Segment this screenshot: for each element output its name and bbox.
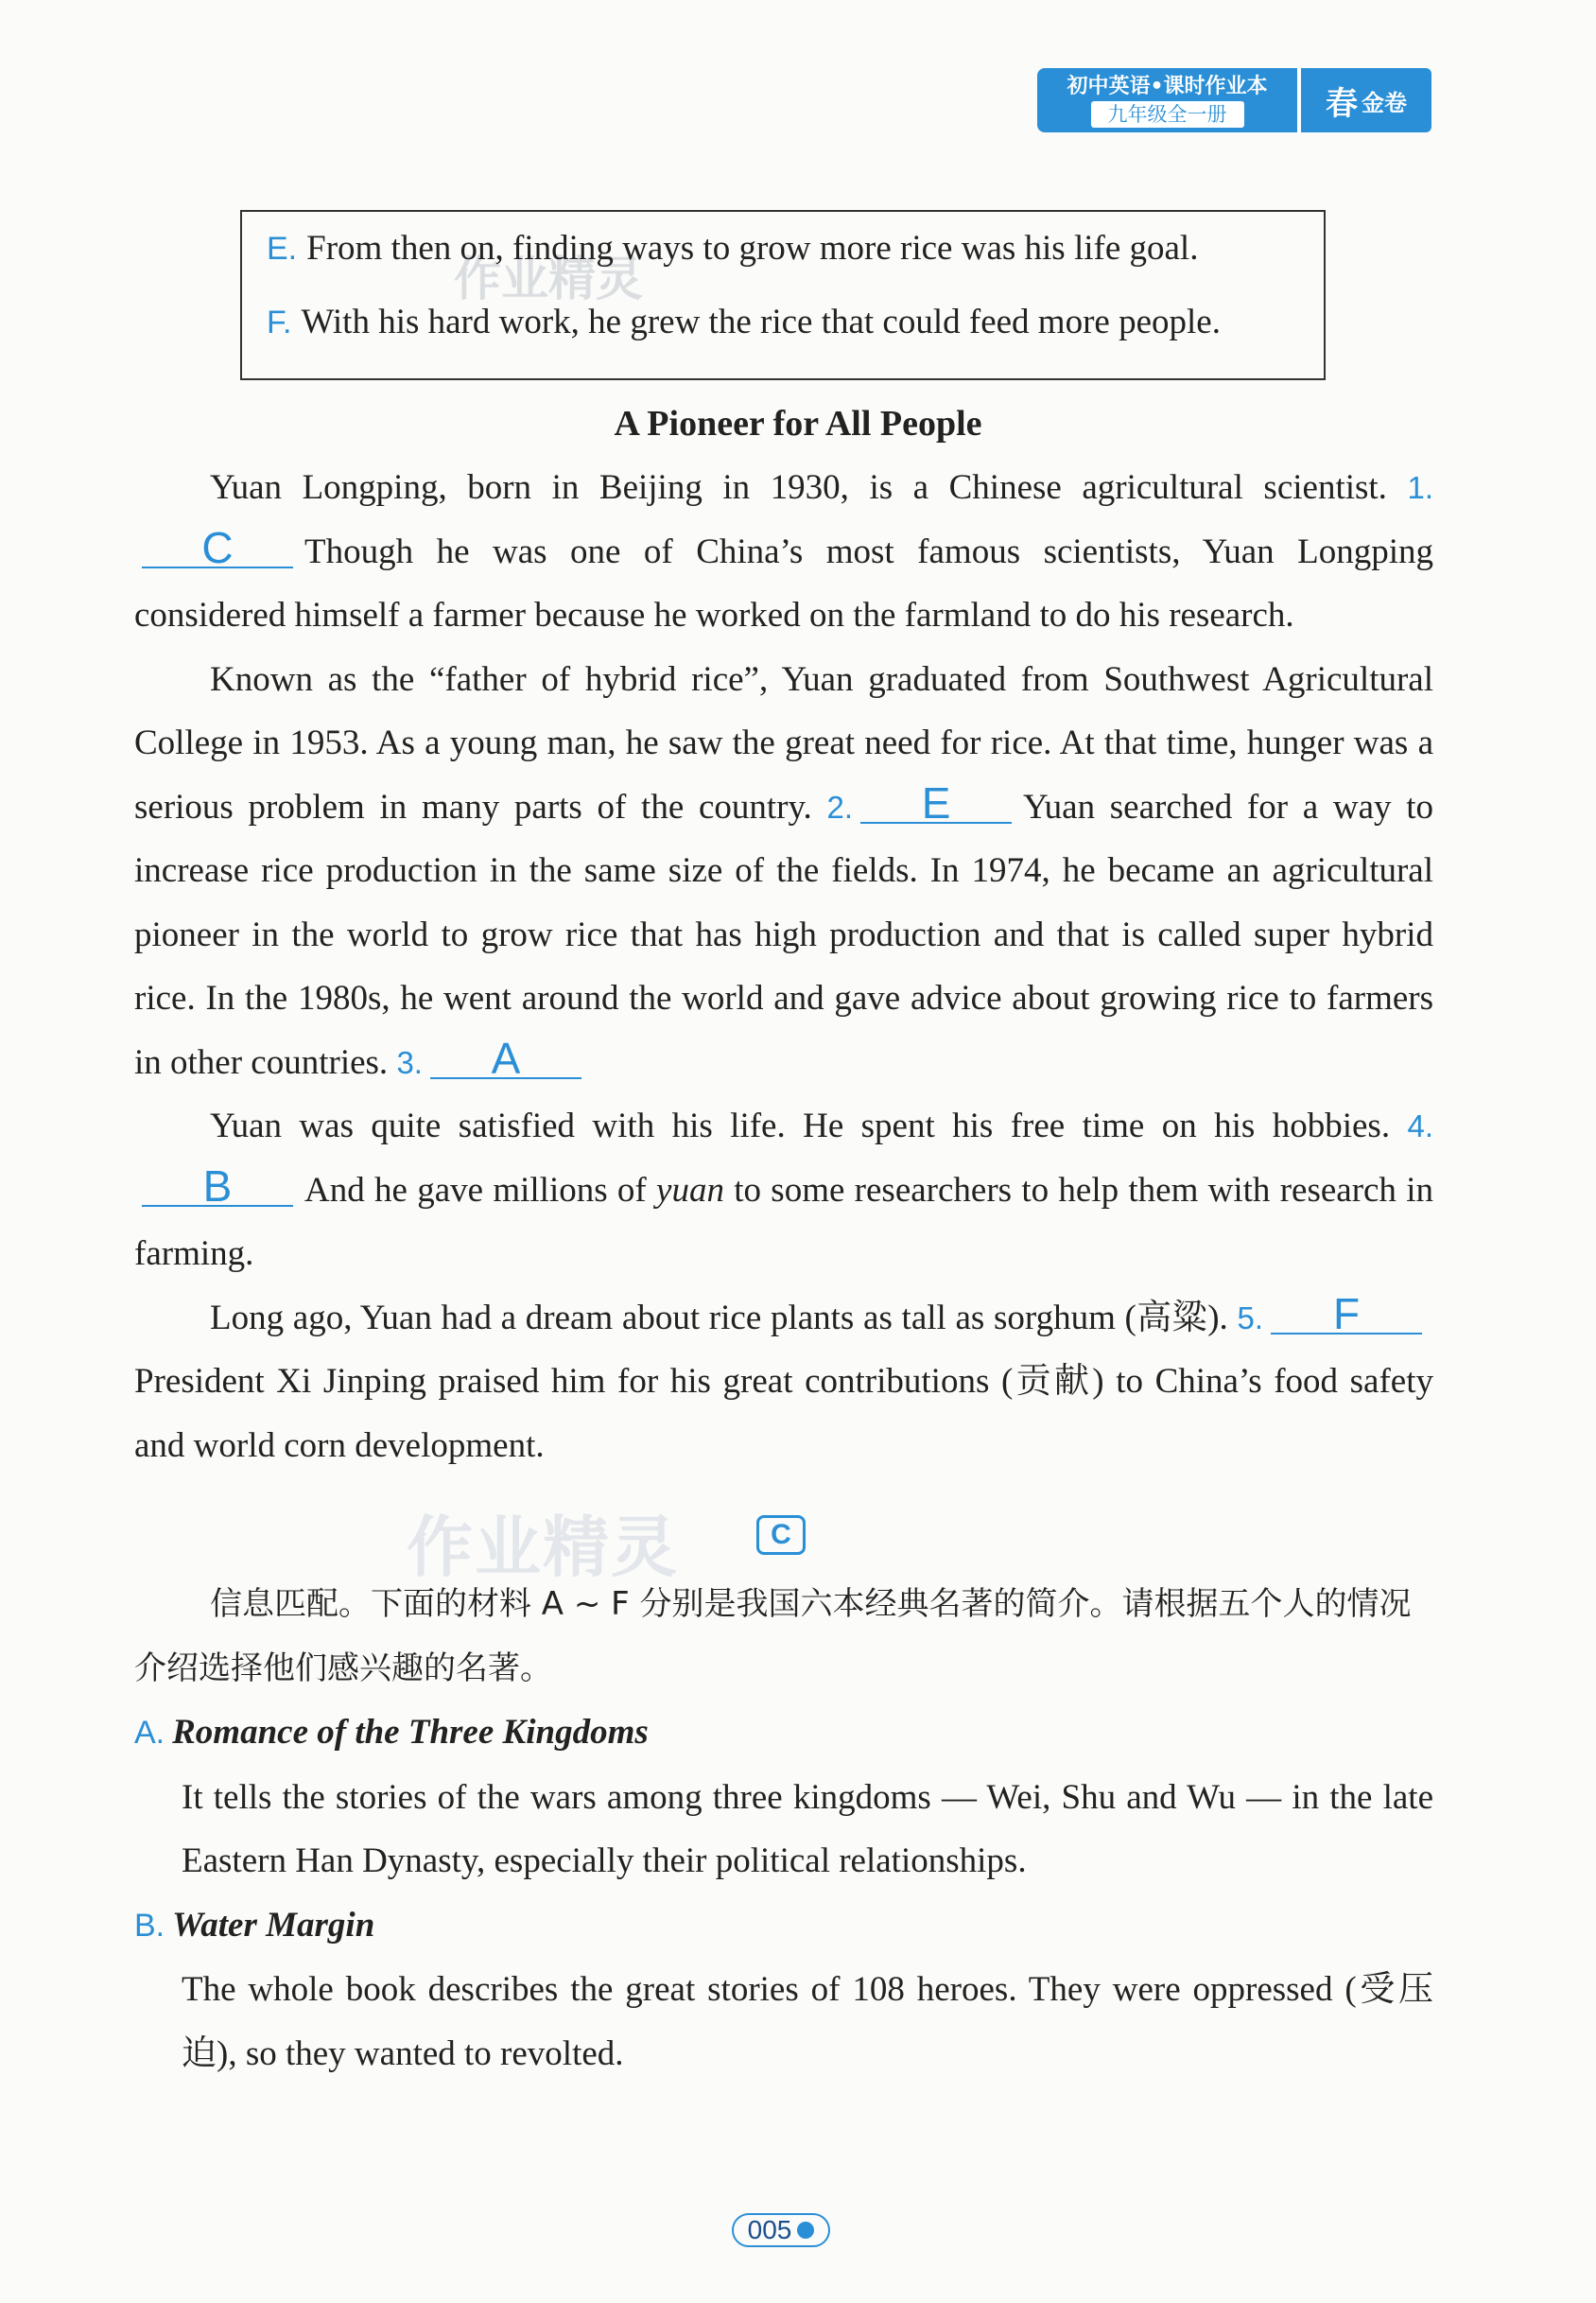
- q2-number: 2.: [826, 789, 854, 825]
- page-number: [732, 2213, 830, 2247]
- option-letter: F.: [267, 305, 292, 340]
- option-letter: E.: [267, 231, 298, 267]
- item-letter: B.: [134, 1907, 165, 1944]
- option-text: With his hard work, he grew the rice that could feed more people.: [301, 303, 1221, 341]
- p4-text-a: Long ago, Yuan had a dream about rice plants as tall as sorghum (高粱).: [210, 1298, 1228, 1337]
- q1-answer-blank[interactable]: C: [142, 529, 293, 568]
- grade-label: 九年级全一册: [1091, 101, 1244, 128]
- q4-number: 4.: [1407, 1108, 1434, 1143]
- p3-text-c: to some researchers to help them with research in farming.: [134, 1170, 1433, 1273]
- q2-answer-blank[interactable]: E: [860, 784, 1012, 824]
- book-b-description: The whole book describes the great stories of 108 heroes. They were oppressed (受压迫), so they wanted to revolted.: [182, 1970, 1433, 2073]
- book-a-title: [134, 1701, 1433, 1766]
- p4-text-b: President Xi Jinping praised him for his great contributions (贡献) to China’s food safety and world corn development.: [134, 1362, 1433, 1465]
- p2-text-b: Yuan searched for a way to increase rice production in the same size of the fields. In 1974, he became an agricultural pioneer in the world to grow rice that has high production and that is called super hybrid rice. In the 1980s, he went around the world and gave advice about growing rice to farmers in other countries.: [134, 787, 1433, 1082]
- paragraph-3: [134, 1094, 1433, 1286]
- option-text: From then on, finding ways to grow more rice was his life goal.: [306, 229, 1199, 268]
- p1-text-b: Though he was one of China’s most famous scientists, Yuan Longping considered himself a farmer because he worked on the farmland to do his research.: [134, 532, 1433, 635]
- option-f: [267, 305, 1324, 378]
- p3-yuan: yuan: [656, 1170, 724, 1210]
- brand-glyph: 春: [1326, 84, 1358, 123]
- book-a-description: It tells the stories of the wars among three kingdoms — Wei, Shu and Wu — in the late Eastern Han Dynasty, especially their political relationships.: [182, 1777, 1433, 1880]
- q5-number: 5.: [1237, 1300, 1264, 1335]
- series-badge: [1037, 68, 1431, 132]
- watermark-top: 作业精灵: [454, 252, 643, 306]
- section-c-content: [134, 1573, 1433, 2085]
- option-e: [267, 231, 1324, 305]
- paragraph-2: [134, 648, 1433, 1095]
- q4-answer-blank[interactable]: B: [142, 1167, 293, 1207]
- q5-answer-blank[interactable]: F: [1271, 1295, 1422, 1335]
- passage-body: [134, 456, 1433, 1477]
- brand-logo: [1297, 68, 1431, 132]
- q3-number: 3.: [396, 1044, 423, 1080]
- p3-text-b: And he gave millions of: [304, 1170, 647, 1210]
- series-label: [1037, 68, 1297, 132]
- page-number-text: 005: [747, 2215, 792, 2244]
- passage-title: A Pioneer for All People: [614, 404, 982, 444]
- brand-text: 金卷: [1362, 89, 1407, 116]
- p1-text-a: Yuan Longping, born in Beijing in 1930, is a Chinese agricultural scientist.: [210, 468, 1387, 507]
- watermark-center: 作业精灵: [407, 1509, 679, 1586]
- section-c-marker: C: [756, 1515, 806, 1555]
- p3-text-a: Yuan was quite satisfied with his life. He spent his free time on his hobbies.: [210, 1107, 1391, 1145]
- q1-number: 1.: [1407, 470, 1433, 505]
- book-b-title: [134, 1893, 1433, 1959]
- options-box: [240, 210, 1326, 380]
- q3-answer-blank[interactable]: A: [430, 1039, 581, 1079]
- page-dot-icon: [797, 2222, 814, 2239]
- section-c-instructions: 信息匹配。下面的材料 A ~ F 分别是我国六本经典名著的简介。请根据五个人的情况介绍选择他们感兴趣的名著。: [134, 1585, 1412, 1687]
- item-letter: A.: [134, 1715, 165, 1751]
- p2-text-a: Known as the “father of hybrid rice”, Yuan graduated from Southwest Agricultural College in 1953. As a young man, he saw the great need for rice. At that time, hunger was a serious problem in many parts of the country.: [134, 659, 1433, 827]
- series-title: 初中英语•课时作业本: [1067, 75, 1268, 98]
- paragraph-4: [134, 1286, 1433, 1478]
- item-title: Romance of the Three Kingdoms: [172, 1713, 649, 1752]
- paragraph-1: [134, 456, 1433, 648]
- item-title: Water Margin: [172, 1905, 375, 1945]
